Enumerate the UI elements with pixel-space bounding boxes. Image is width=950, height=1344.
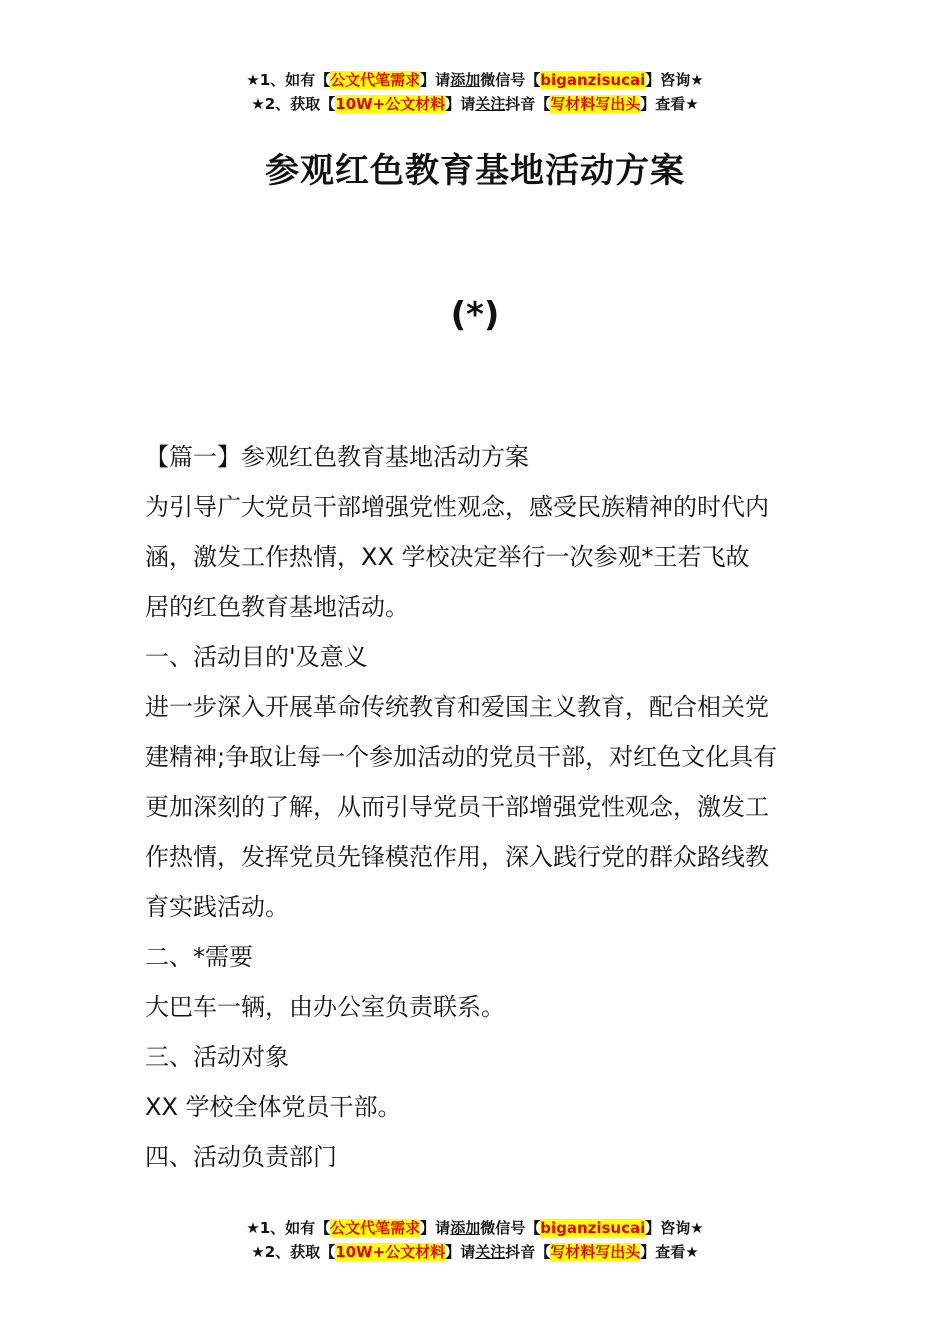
- banner-line-1: [0, 68, 950, 92]
- section-heading: 三、活动对象: [145, 1043, 289, 1071]
- document-body: [145, 432, 810, 1182]
- banner-line-1-text: 】请: [420, 1219, 451, 1237]
- body-line: 育实践活动。: [145, 893, 289, 921]
- banner-line-1-text-2: 微信号【: [480, 1219, 541, 1237]
- banner-line-2-text: 】请: [445, 1243, 476, 1261]
- banner-underlined-follow: 关注: [475, 95, 506, 113]
- body-line: 更加深刻的了解，从⽽引导党员⼲部增强党性观念，激发⼯: [145, 793, 769, 821]
- body-line: 涵，激发⼯作热情，XX 学校决定举⾏⼀次参观*王若飞故: [145, 543, 750, 571]
- section-heading: ⼆、*需要: [145, 943, 253, 971]
- banner-highlight-service: 公文代笔需求: [330, 71, 421, 89]
- banner-line-2-suffix: 】查看★: [640, 95, 699, 113]
- banner-line-1-suffix: 】咨询★: [645, 1219, 704, 1237]
- banner-line-2: [0, 1240, 950, 1264]
- document-title: 参观红色教育基地活动方案: [265, 151, 685, 191]
- banner-line-2-prefix: ★2、获取【: [251, 1243, 336, 1261]
- document-subtitle: (*): [450, 295, 500, 335]
- banner-highlight-wechat: biganzisucai: [540, 1219, 646, 1237]
- banner-line-1-suffix: 】咨询★: [645, 71, 704, 89]
- banner-line-2-suffix: 】查看★: [640, 1243, 699, 1261]
- body-line: 作热情，发挥党员先锋模范作⽤，深⼊践⾏党的群众路线教: [145, 843, 769, 871]
- banner-highlight-douyin: 写材料写出头: [550, 95, 641, 113]
- banner-highlight-service: 公文代笔需求: [330, 1219, 421, 1237]
- section-heading: 四、活动负责部门: [145, 1143, 337, 1171]
- banner-line-2: [0, 92, 950, 116]
- banner-line-1-prefix: ★1、如有【: [246, 71, 331, 89]
- body-line: 为引导⼴⼤党员⼲部增强党性观念，感受民族精神的时代内: [145, 493, 769, 521]
- footer-banner: [0, 1216, 950, 1264]
- body-line: 居的红⾊教育基地活动。: [145, 593, 409, 621]
- banner-line-2-text-2: 抖音【: [505, 95, 551, 113]
- banner-line-2-prefix: ★2、获取【: [251, 95, 336, 113]
- body-line: 建精神;争取让每⼀个参加活动的党员⼲部，对红⾊⽂化具有: [145, 743, 778, 771]
- banner-line-1-text-2: 微信号【: [480, 71, 541, 89]
- banner-highlight-materials: 10W+公文材料: [335, 1243, 446, 1261]
- body-line: ⼤巴车⼀辆，由办公室负责联系。: [145, 993, 505, 1021]
- header-banner: [0, 68, 950, 116]
- banner-line-1: [0, 1216, 950, 1240]
- section-heading: 【篇⼀】参观红⾊教育基地活动⽅案: [145, 443, 529, 471]
- body-line: XX 学校全体党员⼲部。: [145, 1093, 402, 1121]
- section-heading: ⼀、活动⽬的'及意义: [145, 643, 368, 671]
- banner-line-1-prefix: ★1、如有【: [246, 1219, 331, 1237]
- banner-highlight-douyin: 写材料写出头: [550, 1243, 641, 1261]
- banner-underlined-add: 添加: [450, 1219, 481, 1237]
- banner-highlight-materials: 10W+公文材料: [335, 95, 446, 113]
- body-line: 进⼀步深⼊开展⾰命传统教育和爱国主义教育，配合相关党: [145, 693, 769, 721]
- banner-line-2-text: 】请: [445, 95, 476, 113]
- banner-underlined-follow: 关注: [475, 1243, 506, 1261]
- banner-underlined-add: 添加: [450, 71, 481, 89]
- banner-highlight-wechat: biganzisucai: [540, 71, 646, 89]
- banner-line-2-text-2: 抖音【: [505, 1243, 551, 1261]
- banner-line-1-text: 】请: [420, 71, 451, 89]
